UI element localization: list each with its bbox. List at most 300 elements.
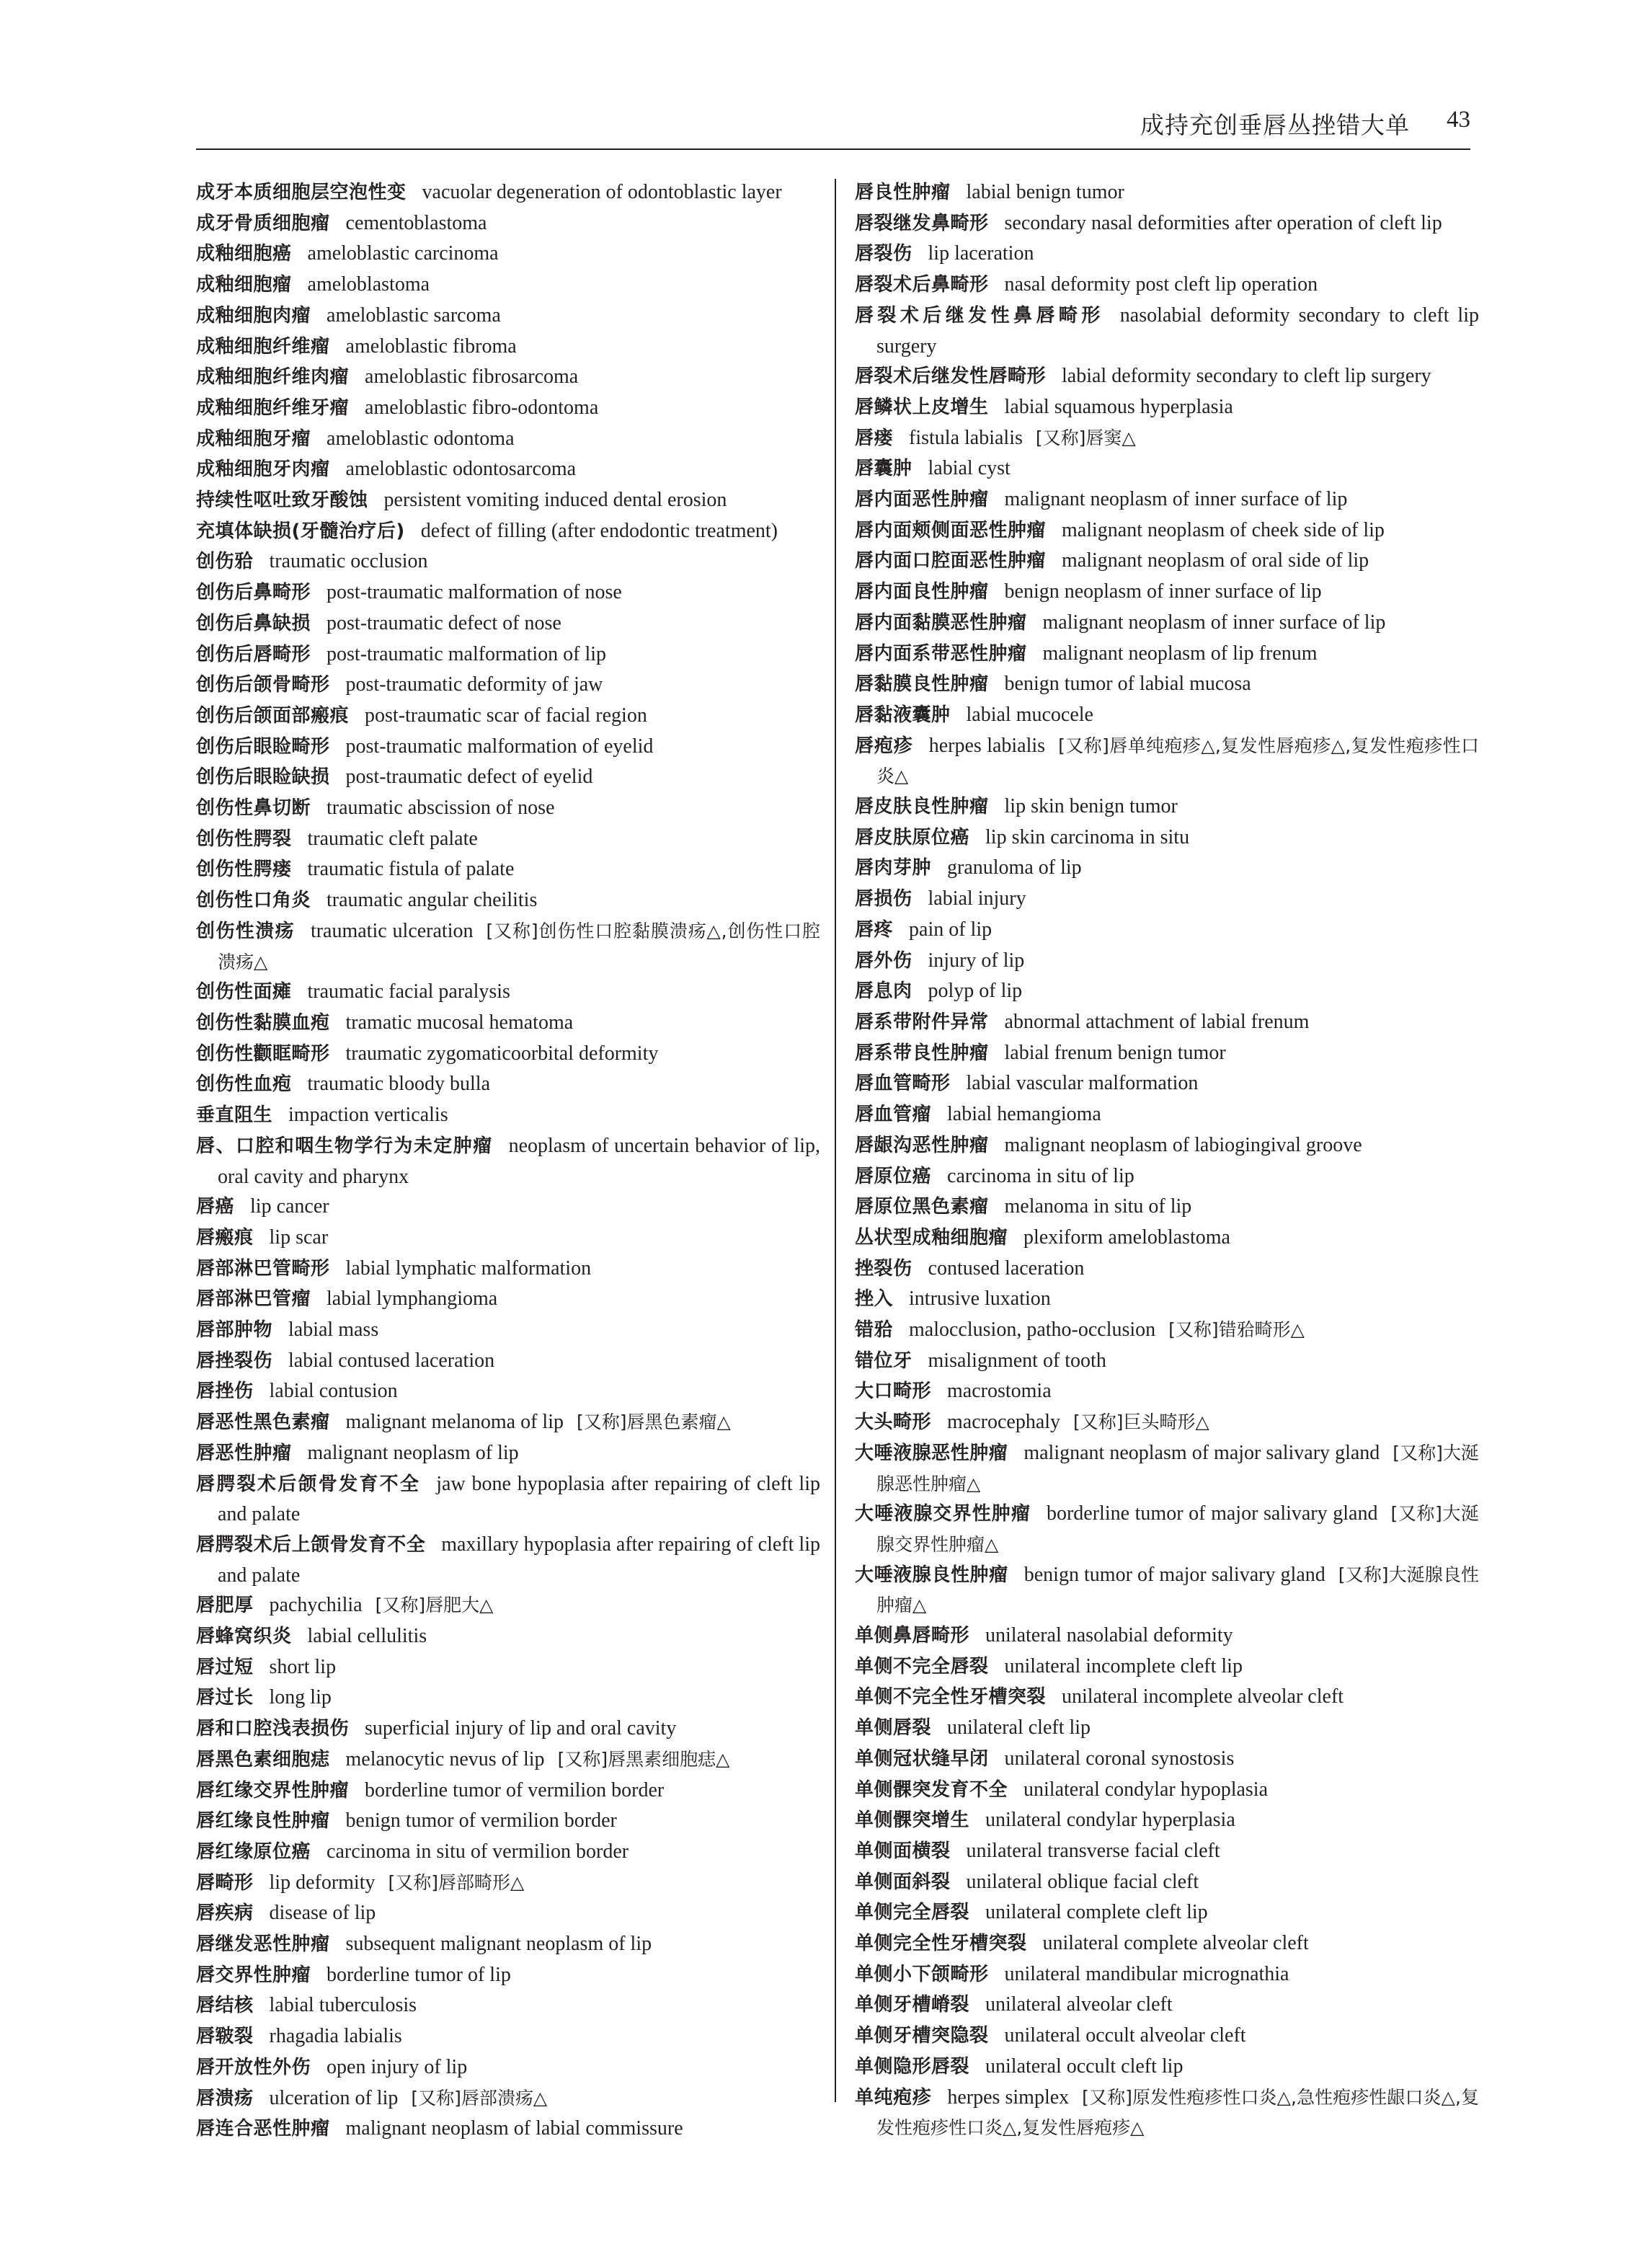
term-chinese: 唇红缘交界性肿瘤	[196, 1779, 350, 1801]
term-chinese: 丛状型成釉细胞瘤	[855, 1226, 1008, 1249]
term-english: labial squamous hyperplasia	[1004, 395, 1233, 418]
term-chinese: 唇溃疡	[196, 2087, 254, 2109]
dictionary-entry	[196, 1652, 820, 1683]
term-english: traumatic facial paralysis	[307, 980, 510, 1003]
term-chinese: 唇系带良性肿瘤	[855, 1042, 989, 1064]
term-chinese: 创伤后眼睑畸形	[196, 735, 330, 758]
term-english: traumatic abscission of nose	[327, 797, 555, 820]
dictionary-entry	[855, 177, 1479, 208]
term-chinese: 唇龈沟恶性肿瘤	[855, 1134, 989, 1156]
dictionary-entry	[196, 1039, 820, 1070]
dictionary-entry	[196, 1530, 820, 1590]
term-english: borderline tumor of lip	[327, 1963, 511, 1986]
term-chinese: 唇良性肿瘤	[855, 182, 951, 203]
dictionary-entry	[855, 2083, 1479, 2143]
term-chinese: 单侧牙槽嵴裂	[855, 1994, 970, 2016]
dictionary-entry	[196, 424, 820, 455]
term-chinese: 唇过短	[196, 1656, 254, 1678]
term-english: malignant neoplasm of labial commissure	[345, 2117, 683, 2140]
term-synonym-note: [又称]大涎腺交界性肿瘤△	[876, 1503, 1479, 1555]
term-chinese: 单侧牙槽突隐裂	[855, 2025, 989, 2047]
term-english: traumatic ulceration	[310, 919, 474, 942]
term-synonym-note: [又称]唇黑色素瘤△	[577, 1411, 731, 1433]
term-english: ameloblastic fibro-odontoma	[365, 396, 599, 419]
term-english: ameloblastic fibroma	[345, 334, 517, 358]
term-chinese: 创伤性鼻切断	[196, 797, 311, 820]
dictionary-entry	[196, 1346, 820, 1377]
term-english: plexiform ameloblastoma	[1023, 1225, 1230, 1249]
dictionary-entry	[855, 976, 1479, 1007]
term-chinese: 唇挫裂伤	[196, 1349, 273, 1372]
dictionary-entry	[196, 854, 820, 885]
dictionary-entry	[196, 1284, 820, 1315]
term-english: traumatic cleft palate	[307, 827, 478, 850]
term-chinese: 唇系带附件异常	[855, 1011, 989, 1033]
term-chinese: 唇皮肤原位癌	[855, 826, 970, 848]
dictionary-entry	[855, 546, 1479, 577]
dictionary-entry	[196, 270, 820, 301]
term-chinese: 唇血管畸形	[855, 1073, 951, 1095]
dictionary-entry	[196, 762, 820, 793]
term-chinese: 成釉细胞牙肉瘤	[196, 458, 330, 481]
term-chinese: 唇内面黏膜恶性肿瘤	[855, 611, 1027, 634]
dictionary-entry	[196, 577, 820, 608]
term-english: traumatic zygomaticoorbital deformity	[345, 1042, 659, 1065]
term-synonym-note: [又称]唇肥大△	[375, 1595, 494, 1616]
dictionary-entry	[855, 1130, 1479, 1161]
term-chinese: 唇囊肿	[855, 458, 912, 480]
dictionary-entry	[196, 1131, 820, 1192]
term-english: lip deformity	[269, 1871, 376, 1894]
term-chinese: 单侧冠状缝早闭	[855, 1747, 989, 1770]
term-english: malignant neoplasm of labiogingival groove	[1004, 1133, 1362, 1156]
dictionary-entry	[855, 1254, 1479, 1285]
term-english: macrocephaly	[947, 1411, 1061, 1434]
term-chinese: 创伤后眼睑缺损	[196, 766, 330, 789]
term-chinese: 创伤后颌骨畸形	[196, 674, 330, 696]
term-english: superficial injury of lip and oral cavity	[365, 1717, 677, 1740]
term-chinese: 唇部淋巴管畸形	[196, 1257, 330, 1280]
term-chinese: 唇外伤	[855, 949, 912, 972]
term-english: ulceration of lip	[269, 2086, 399, 2109]
dictionary-entry	[855, 484, 1479, 515]
dictionary-entry	[855, 1099, 1479, 1130]
term-english: maxillary hypoplasia after repairing of cleft lip and palate	[218, 1533, 820, 1587]
dictionary-entry	[196, 1469, 820, 1530]
term-english: lip scar	[269, 1225, 329, 1249]
term-english: unilateral transverse facial cleft	[966, 1839, 1220, 1862]
column-divider	[835, 179, 836, 2102]
term-chinese: 创伤性腭裂	[196, 828, 292, 850]
dictionary-entry	[196, 1407, 820, 1438]
dictionary-entry	[855, 853, 1479, 884]
term-english: benign tumor of major salivary gland	[1023, 1563, 1325, 1586]
term-chinese: 单纯疱疹	[855, 2086, 932, 2109]
term-english: malignant neoplasm of oral side of lip	[1062, 549, 1369, 572]
term-chinese: 唇裂术后继发性鼻唇畸形	[855, 304, 1104, 327]
term-english: traumatic occlusion	[269, 550, 428, 573]
dictionary-entry	[855, 1315, 1479, 1346]
term-english: intrusive luxation	[909, 1287, 1051, 1311]
term-english: unilateral incomplete cleft lip	[1004, 1654, 1243, 1677]
term-synonym-note: [又称]唇黑素细胞痣△	[557, 1748, 730, 1770]
term-english: malignant neoplasm of lip frenum	[1042, 642, 1318, 665]
dictionary-entry	[855, 1713, 1479, 1744]
term-chinese: 创伤性颧眶畸形	[196, 1042, 330, 1065]
term-english: unilateral occult cleft lip	[985, 2055, 1184, 2078]
dictionary-entry	[196, 1590, 820, 1621]
term-chinese: 唇裂继发鼻畸形	[855, 212, 989, 234]
term-chinese: 唇损伤	[855, 888, 912, 910]
term-english: lip laceration	[928, 242, 1034, 265]
term-chinese: 大唾液腺交界性肿瘤	[855, 1503, 1031, 1525]
term-english: disease of lip	[269, 1902, 376, 1925]
term-english: fistula labialis	[909, 426, 1023, 449]
term-chinese: 单侧不完全性牙槽突裂	[855, 1686, 1047, 1708]
term-english: traumatic bloody bulla	[307, 1073, 491, 1096]
dictionary-entry	[196, 516, 820, 547]
term-chinese: 唇内面口腔面恶性肿瘤	[855, 550, 1047, 572]
term-english: ameloblastic sarcoma	[327, 303, 501, 327]
term-chinese: 唇腭裂术后颌骨发育不全	[196, 1473, 421, 1495]
term-chinese: 挫裂伤	[855, 1257, 912, 1280]
dictionary-entry	[855, 1652, 1479, 1683]
term-english: malignant neoplasm of lip	[307, 1441, 519, 1464]
term-chinese: 唇开放性外伤	[196, 2056, 311, 2078]
dictionary-entry	[855, 1407, 1479, 1438]
term-chinese: 唇红缘良性肿瘤	[196, 1810, 330, 1832]
dictionary-entry	[855, 884, 1479, 915]
running-header	[196, 104, 1470, 150]
dictionary-entry	[855, 700, 1479, 731]
term-english: misalignment of tooth	[928, 1349, 1106, 1372]
term-english: labial frenum benign tumor	[1004, 1041, 1226, 1064]
term-chinese: 唇结核	[196, 1995, 254, 2017]
dictionary-entry	[196, 546, 820, 577]
dictionary-entry	[196, 1776, 820, 1807]
term-english: unilateral alveolar cleft	[985, 1993, 1173, 2016]
term-english: post-traumatic deformity of jaw	[345, 673, 603, 696]
term-english: unilateral incomplete alveolar cleft	[1062, 1685, 1344, 1708]
dictionary-entry	[855, 823, 1479, 854]
term-english: ameloblastic carcinoma	[307, 242, 499, 265]
dictionary-entry	[855, 301, 1479, 361]
term-chinese: 唇恶性黑色素瘤	[196, 1411, 330, 1434]
term-english: malocclusion, patho-occlusion	[909, 1318, 1156, 1342]
term-english: labial deformity secondary to cleft lip surgery	[1062, 365, 1431, 388]
term-chinese: 创伤性面瘫	[196, 981, 292, 1003]
term-chinese: 唇黑色素细胞痣	[196, 1748, 330, 1770]
term-english: cementoblastoma	[345, 211, 487, 234]
term-english: carcinoma in situ of vermilion border	[327, 1840, 629, 1863]
term-english: post-traumatic defect of eyelid	[345, 766, 593, 789]
term-english: labial tuberculosis	[269, 1994, 417, 2017]
dictionary-entry	[196, 1315, 820, 1346]
term-chinese: 成牙骨质细胞瘤	[196, 212, 330, 234]
dictionary-entry	[855, 1438, 1479, 1499]
term-english: labial contused laceration	[288, 1349, 495, 1372]
term-english: labial mass	[288, 1318, 379, 1342]
dictionary-entry	[196, 1806, 820, 1837]
dictionary-entry	[855, 639, 1479, 670]
term-english: nasal deformity post cleft lip operation	[1004, 273, 1318, 296]
page-number: 43	[1447, 107, 1470, 133]
term-chinese: 创伤后唇畸形	[196, 643, 311, 665]
term-chinese: 成牙本质细胞层空泡性变	[196, 182, 407, 203]
term-synonym-note: [又称]唇部溃疡△	[411, 2087, 548, 2109]
dictionary-entry	[196, 1223, 820, 1254]
dictionary-entry	[196, 608, 820, 639]
term-chinese: 唇红缘原位癌	[196, 1840, 311, 1863]
dictionary-entry	[196, 916, 820, 977]
dictionary-entry	[855, 1621, 1479, 1652]
term-english: unilateral cleft lip	[947, 1716, 1091, 1739]
dictionary-entry	[196, 1745, 820, 1776]
dictionary-entry	[196, 1376, 820, 1407]
dictionary-entry	[196, 1683, 820, 1714]
dictionary-entry	[855, 1346, 1479, 1377]
term-chinese: 唇瘘	[855, 427, 894, 449]
dictionary-entry	[196, 1008, 820, 1039]
term-english: nasolabial deformity secondary to cleft lip surgery	[876, 303, 1479, 358]
term-chinese: 唇黏液囊肿	[855, 704, 951, 726]
dictionary-entry	[196, 1438, 820, 1469]
term-synonym-note: [又称]唇部畸形△	[388, 1871, 525, 1893]
term-chinese: 创伤性黏膜血疱	[196, 1011, 330, 1034]
term-chinese: 唇原位黑色素瘤	[855, 1196, 989, 1218]
term-english: unilateral oblique facial cleft	[966, 1870, 1199, 1893]
term-chinese: 唇裂伤	[855, 243, 912, 265]
dictionary-entry	[855, 392, 1479, 423]
term-english: malignant neoplasm of major salivary gland	[1023, 1441, 1380, 1464]
term-synonym-note: [又称]创伤性口腔黏膜溃疡△,创伤性口腔溃疡△	[218, 920, 820, 972]
term-english: labial contusion	[269, 1380, 398, 1403]
term-chinese: 唇皮肤良性肿瘤	[855, 796, 989, 818]
term-chinese: 单侧鼻唇畸形	[855, 1625, 970, 1647]
term-english: labial injury	[928, 887, 1026, 910]
term-english: unilateral nasolabial deformity	[985, 1624, 1233, 1647]
left-column	[196, 177, 820, 2145]
dictionary-entry	[855, 1959, 1479, 1990]
term-english: macrostomia	[947, 1380, 1052, 1403]
dictionary-entry	[196, 977, 820, 1008]
term-english: malignant neoplasm of inner surface of lip	[1004, 488, 1348, 511]
term-chinese: 唇皲裂	[196, 2026, 254, 2048]
dictionary-entry	[196, 1192, 820, 1223]
term-chinese: 创伤性血疱	[196, 1073, 292, 1096]
dictionary-entry	[855, 577, 1479, 608]
dictionary-entry	[196, 793, 820, 824]
term-chinese: 唇畸形	[196, 1871, 254, 1894]
dictionary-entry	[855, 1928, 1479, 1959]
term-english: labial mucocele	[966, 703, 1093, 726]
term-chinese: 唇肉芽肿	[855, 857, 932, 879]
term-chinese: 唇疱疹	[855, 735, 913, 757]
term-chinese: 唇疾病	[196, 1902, 254, 1925]
term-chinese: 唇内面良性肿瘤	[855, 581, 989, 603]
term-english: melanocytic nevus of lip	[345, 1747, 545, 1770]
dictionary-entry	[855, 1775, 1479, 1806]
dictionary-entry	[855, 1223, 1479, 1254]
dictionary-entry	[855, 208, 1479, 239]
term-english: ameloblastic odontosarcoma	[345, 458, 577, 481]
dictionary-entry	[196, 732, 820, 763]
term-english: ameloblastoma	[307, 273, 430, 296]
dictionary-entry	[855, 2052, 1479, 2083]
term-english: pain of lip	[909, 918, 992, 941]
term-english: defect of filling (after endodontic treatment)	[420, 519, 778, 542]
term-english: open injury of lip	[327, 2055, 468, 2078]
dictionary-entry	[855, 1897, 1479, 1928]
term-chinese: 充填体缺损(牙髓治疗后)	[196, 520, 405, 542]
term-english: persistent vomiting induced dental erosion	[383, 489, 727, 512]
dictionary-entry	[196, 393, 820, 424]
term-chinese: 大头畸形	[855, 1411, 932, 1434]
term-chinese: 唇内面系带恶性肿瘤	[855, 642, 1027, 665]
dictionary-entry	[855, 1161, 1479, 1192]
dictionary-entry	[196, 1100, 820, 1131]
term-english: contused laceration	[928, 1256, 1085, 1280]
term-english: unilateral condylar hyperplasia	[985, 1809, 1235, 1832]
term-english: malignant neoplasm of cheek side of lip	[1062, 518, 1385, 541]
term-chinese: 成釉细胞牙瘤	[196, 427, 311, 450]
dictionary-entry	[196, 2114, 820, 2145]
term-chinese: 单侧面斜裂	[855, 1871, 951, 1893]
term-english: borderline tumor of vermilion border	[365, 1778, 665, 1801]
dictionary-entry	[196, 824, 820, 855]
term-english: herpes simplex	[947, 2086, 1070, 2109]
term-chinese: 唇癌	[196, 1196, 235, 1218]
dictionary-entry	[196, 301, 820, 332]
term-chinese: 唇瘢痕	[196, 1226, 254, 1249]
term-synonym-note: [又称]唇单纯疱疹△,复发性唇疱疹△,复发性疱疹性口炎△	[876, 735, 1479, 787]
dictionary-entry	[196, 485, 820, 516]
term-chinese: 单侧不完全唇裂	[855, 1655, 989, 1677]
dictionary-entry	[196, 454, 820, 485]
term-english: long lip	[269, 1686, 332, 1709]
term-english: unilateral condylar hypoplasia	[1023, 1778, 1269, 1801]
term-chinese: 唇过长	[196, 1687, 254, 1709]
dictionary-entry	[196, 177, 820, 208]
term-english: lip cancer	[250, 1195, 329, 1218]
term-chinese: 大唾液腺恶性肿瘤	[855, 1442, 1008, 1464]
dictionary-entry	[196, 1837, 820, 1868]
term-chinese: 唇内面恶性肿瘤	[855, 489, 989, 511]
term-chinese: 单侧完全唇裂	[855, 1902, 970, 1924]
dictionary-entry	[855, 915, 1479, 946]
term-chinese: 创伤性口角炎	[196, 890, 311, 912]
term-synonym-note: [又称]原发性疱疹性口炎△,急性疱疹性龈口炎△,复发性疱疹性口炎△,复发性唇疱疹△	[876, 2086, 1479, 2139]
term-chinese: 创伤性腭瘘	[196, 859, 292, 881]
term-chinese: 唇继发恶性肿瘤	[196, 1933, 330, 1956]
dictionary-entry	[855, 361, 1479, 392]
term-english: unilateral complete alveolar cleft	[1042, 1932, 1309, 1955]
dictionary-entry	[855, 608, 1479, 639]
term-english: granuloma of lip	[947, 856, 1082, 879]
term-english: ameloblastic fibrosarcoma	[365, 365, 579, 389]
term-english: carcinoma in situ of lip	[947, 1164, 1134, 1187]
term-chinese: 创伤后鼻缺损	[196, 612, 311, 634]
term-english: secondary nasal deformities after operation of cleft lip	[1004, 211, 1442, 234]
term-chinese: 创伤后鼻畸形	[196, 582, 311, 604]
term-chinese: 唇疼	[855, 918, 894, 941]
dictionary-entry	[196, 1929, 820, 1960]
dictionary-entry	[855, 423, 1479, 454]
term-english: post-traumatic malformation of lip	[327, 642, 607, 665]
dictionary-entry	[196, 670, 820, 701]
term-english: benign neoplasm of inner surface of lip	[1004, 580, 1322, 603]
term-synonym-note: [又称]唇窦△	[1035, 427, 1136, 448]
term-english: labial cyst	[928, 457, 1011, 480]
dictionary-entry	[196, 332, 820, 363]
term-english: abnormal attachment of labial frenum	[1004, 1010, 1310, 1033]
term-chinese: 成釉细胞癌	[196, 243, 292, 265]
term-english: tramatic mucosal hematoma	[345, 1011, 574, 1034]
term-english: post-traumatic malformation of nose	[327, 581, 622, 604]
term-chinese: 唇裂术后鼻畸形	[855, 274, 989, 296]
term-chinese: 唇挫伤	[196, 1380, 254, 1403]
term-english: melanoma in situ of lip	[1004, 1195, 1192, 1218]
term-chinese: 唇、口腔和咽生物学行为未定肿瘤	[196, 1135, 493, 1157]
term-english: post-traumatic scar of facial region	[365, 704, 647, 727]
dictionary-entry	[855, 1038, 1479, 1069]
dictionary-entry	[196, 1960, 820, 1991]
term-english: polyp of lip	[928, 980, 1023, 1003]
term-chinese: 错𬌗	[855, 1319, 894, 1342]
term-chinese: 创伤后颌面部瘢痕	[196, 704, 350, 727]
term-chinese: 单侧髁突发育不全	[855, 1778, 1008, 1801]
term-synonym-note: [又称]大涎腺良性肿瘤△	[876, 1564, 1479, 1616]
term-chinese: 唇血管瘤	[855, 1104, 932, 1126]
term-english: pachychilia	[269, 1594, 363, 1617]
term-synonym-note: [又称]巨头畸形△	[1073, 1411, 1209, 1433]
term-chinese: 成釉细胞纤维肉瘤	[196, 366, 350, 389]
term-english: unilateral mandibular micrognathia	[1004, 1962, 1289, 1985]
term-english: benign tumor of labial mucosa	[1004, 673, 1251, 696]
term-chinese: 创伤性溃疡	[196, 920, 295, 942]
dictionary-entry	[196, 701, 820, 732]
dictionary-entry	[855, 669, 1479, 700]
dictionary-entry	[855, 1682, 1479, 1713]
term-synonym-note: [又称]大涎腺恶性肿瘤△	[876, 1442, 1479, 1494]
term-chinese: 唇鳞状上皮增生	[855, 396, 989, 418]
term-chinese: 成釉细胞肉瘤	[196, 304, 311, 327]
header-title: 成持充创垂唇丛挫错大单	[1140, 111, 1410, 139]
term-english: lip skin carcinoma in situ	[985, 825, 1190, 848]
dictionary-entry	[855, 1499, 1479, 1559]
term-chinese: 单侧小下颌畸形	[855, 1963, 989, 1985]
dictionary-entry	[196, 1621, 820, 1652]
term-english: impaction verticalis	[288, 1104, 448, 1127]
term-english: post-traumatic defect of nose	[327, 611, 561, 634]
dictionary-entry	[855, 731, 1479, 792]
term-english: malignant melanoma of lip	[345, 1411, 564, 1434]
term-chinese: 唇和口腔浅表损伤	[196, 1718, 350, 1740]
dictionary-entry	[196, 2083, 820, 2114]
dictionary-entry	[196, 1714, 820, 1745]
dictionary-entry	[855, 1744, 1479, 1775]
dictionary-entry	[855, 1990, 1479, 2021]
term-english: traumatic fistula of palate	[307, 858, 515, 881]
term-chinese: 成釉细胞瘤	[196, 274, 292, 296]
term-chinese: 单侧髁突增生	[855, 1809, 970, 1832]
term-chinese: 成釉细胞纤维牙瘤	[196, 396, 350, 419]
dictionary-entry	[855, 1192, 1479, 1223]
term-chinese: 单侧唇裂	[855, 1717, 932, 1739]
dictionary-entry	[196, 2021, 820, 2052]
term-chinese: 单侧隐形唇裂	[855, 2055, 970, 2078]
term-english: labial benign tumor	[966, 181, 1124, 203]
